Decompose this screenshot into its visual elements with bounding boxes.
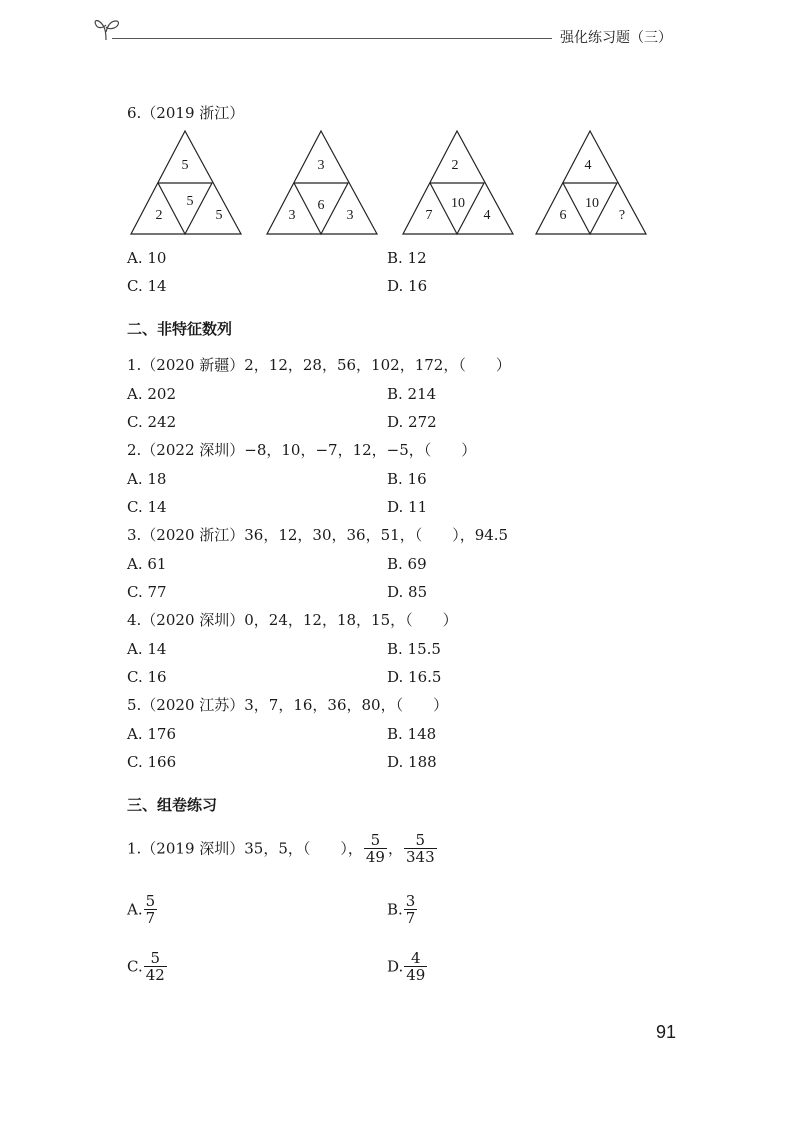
s3-q1-f1-numerator: 5 bbox=[364, 832, 387, 849]
triangle-4-center: 10 bbox=[585, 196, 599, 211]
s3-question-1-stem bbox=[127, 832, 438, 865]
s3-q1-f2-numerator: 5 bbox=[404, 832, 437, 849]
triangle-3-right: 4 bbox=[483, 208, 491, 223]
triangle-figure-2 bbox=[267, 131, 377, 234]
header-sprout-icon bbox=[92, 12, 128, 46]
triangle-1-center: 5 bbox=[186, 194, 194, 209]
s3-q1-f2-denominator: 343 bbox=[406, 848, 435, 866]
s3-q1-option-d-label: D. bbox=[387, 957, 404, 976]
s2-q3-option-c[interactable]: C. 77 bbox=[127, 583, 167, 601]
s3-q1-option-a-label: A. bbox=[127, 900, 143, 919]
s3-q1-f1-denominator: 49 bbox=[365, 848, 385, 866]
s2-q2-option-c[interactable]: C. 14 bbox=[127, 498, 167, 516]
s2-q2-option-a[interactable]: A. 18 bbox=[127, 470, 167, 488]
s2-q4-option-b[interactable]: B. 15.5 bbox=[387, 640, 441, 658]
s2-q2-option-d[interactable]: D. 11 bbox=[387, 498, 428, 516]
s2-q5-option-c[interactable]: C. 166 bbox=[127, 753, 177, 771]
s3-q1-option-b-denominator: 7 bbox=[405, 909, 416, 927]
triangle-figure-3 bbox=[403, 131, 513, 234]
s3-q1-option-b[interactable] bbox=[387, 893, 418, 926]
header-title: 强化练习题（三） bbox=[560, 30, 672, 46]
q6-option-a[interactable]: A. 10 bbox=[127, 249, 167, 267]
q6-option-c[interactable]: C. 14 bbox=[127, 277, 167, 295]
s3-q1-fraction-1 bbox=[364, 832, 387, 865]
s2-q1-option-d[interactable]: D. 272 bbox=[387, 413, 437, 431]
s2-q3-option-b[interactable]: B. 69 bbox=[387, 555, 427, 573]
s3-q1-option-d[interactable] bbox=[387, 950, 428, 983]
triangle-2-left: 3 bbox=[288, 208, 296, 223]
s2-q5-option-a[interactable]: A. 176 bbox=[127, 725, 176, 743]
triangle-4-top: 4 bbox=[584, 158, 592, 173]
s2-q5-option-d[interactable]: D. 188 bbox=[387, 753, 437, 771]
s2-question-1-stem: 1.（2020 新疆）2，12，28，56，102，172，（ ） bbox=[127, 356, 511, 374]
triangle-figures bbox=[128, 128, 658, 240]
triangle-3-center: 10 bbox=[451, 196, 465, 211]
s3-q1-stem-text: 1.（2019 深圳）35，5，（ ）， bbox=[127, 839, 363, 858]
s2-q4-option-c[interactable]: C. 16 bbox=[127, 668, 167, 686]
s3-q1-option-d-denominator: 49 bbox=[406, 966, 426, 984]
s3-q1-option-b-fraction bbox=[404, 893, 418, 926]
s2-q3-option-a[interactable]: A. 61 bbox=[127, 555, 167, 573]
section-2-title: 二、非特征数列 bbox=[127, 320, 233, 338]
s2-q2-option-b[interactable]: B. 16 bbox=[387, 470, 427, 488]
section-3-title: 三、组卷练习 bbox=[127, 796, 218, 814]
s2-question-3-stem: 3.（2020 浙江）36，12，30，36，51，（ ），94.5 bbox=[127, 526, 509, 544]
s3-q1-option-c-numerator: 5 bbox=[144, 950, 167, 967]
s2-question-2-stem: 2.（2022 深圳）−8，10，−7，12，−5，（ ） bbox=[127, 441, 477, 459]
s3-q1-option-c-fraction bbox=[144, 950, 167, 983]
triangle-figure-4 bbox=[536, 131, 646, 234]
triangle-2-top: 3 bbox=[317, 158, 325, 173]
s3-q1-option-c[interactable] bbox=[127, 950, 168, 983]
s3-q1-option-a-fraction bbox=[144, 893, 158, 926]
triangle-2-center: 6 bbox=[317, 198, 325, 213]
triangle-1-left: 2 bbox=[155, 208, 163, 223]
s3-q1-option-a[interactable] bbox=[127, 893, 158, 926]
s2-q5-option-b[interactable]: B. 148 bbox=[387, 725, 437, 743]
s2-q1-option-b[interactable]: B. 214 bbox=[387, 385, 437, 403]
s2-q1-option-a[interactable]: A. 202 bbox=[127, 385, 176, 403]
s2-q3-option-d[interactable]: D. 85 bbox=[387, 583, 428, 601]
s3-q1-option-c-label: C. bbox=[127, 957, 143, 976]
s2-q4-option-d[interactable]: D. 16.5 bbox=[387, 668, 442, 686]
header-rule bbox=[112, 38, 552, 39]
s3-q1-separator: ， bbox=[387, 839, 403, 858]
s3-q1-option-b-label: B. bbox=[387, 900, 403, 919]
s3-q1-option-a-numerator: 5 bbox=[145, 892, 156, 910]
s3-q1-option-c-denominator: 42 bbox=[145, 966, 165, 984]
s2-question-5-stem: 5.（2020 江苏）3，7，16，36，80，（ ） bbox=[127, 696, 449, 714]
triangle-3-left: 7 bbox=[425, 208, 433, 223]
s3-q1-option-b-numerator: 3 bbox=[405, 892, 416, 910]
triangle-2-right: 3 bbox=[346, 208, 354, 223]
q6-option-d[interactable]: D. 16 bbox=[387, 277, 428, 295]
triangle-4-left: 6 bbox=[559, 208, 567, 223]
s3-q1-option-a-denominator: 7 bbox=[145, 909, 156, 927]
s2-question-4-stem: 4.（2020 深圳）0，24，12，18，15，（ ） bbox=[127, 611, 458, 629]
triangle-figure-1 bbox=[131, 131, 241, 234]
triangle-1-top: 5 bbox=[181, 158, 189, 173]
s3-q1-option-d-fraction bbox=[404, 950, 427, 983]
s3-q1-fraction-2 bbox=[404, 832, 437, 865]
page-number: 91 bbox=[656, 1022, 677, 1042]
question-6-stem: 6.（2019 浙江） bbox=[127, 104, 245, 122]
s2-q4-option-a[interactable]: A. 14 bbox=[127, 640, 167, 658]
triangle-3-top: 2 bbox=[451, 158, 459, 173]
triangle-1-right: 5 bbox=[215, 208, 223, 223]
s3-q1-option-d-numerator: 4 bbox=[404, 950, 427, 967]
triangle-4-right: ? bbox=[618, 208, 626, 223]
s2-q1-option-c[interactable]: C. 242 bbox=[127, 413, 177, 431]
q6-option-b[interactable]: B. 12 bbox=[387, 249, 427, 267]
